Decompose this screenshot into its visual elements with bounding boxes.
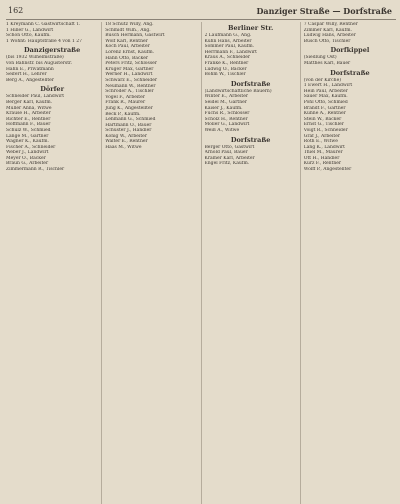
directory-entry: Neumann W., Rentner	[105, 83, 156, 89]
directory-entry: Braun G., Arbeiter	[6, 161, 49, 167]
street-heading: Dorfstraße	[330, 68, 370, 77]
directory-entry: Ott H., Händler	[303, 155, 340, 161]
directory-entry: Kurz F., Rentner	[303, 161, 342, 167]
page-number: 162	[8, 6, 24, 15]
directory-entry: Scholz H., Rentner	[204, 116, 248, 122]
directory-entry: Thiel M., Maurer	[303, 150, 343, 156]
directory-entry: Schuster J., Händler	[105, 128, 152, 134]
directory-entry: Lehmann G., Schmied	[105, 117, 156, 123]
directory-entry: Zimmermann R., Tischler	[6, 167, 65, 173]
directory-entry: Krämer Karl, Arbeiter	[204, 155, 255, 161]
directory-entry: Hahn Otto, Bäcker	[105, 55, 149, 61]
directory-entry: Weber J., Landwirt	[6, 150, 49, 156]
directory-entry: Möller G., Landwirt	[204, 122, 250, 128]
directory-entry: Wolf Karl, Rentner	[105, 38, 148, 44]
directory-column	[6, 22, 98, 504]
directory-entry: Stein W., Bäcker	[303, 116, 342, 122]
directory-entry: Müller Anna, Witwe	[6, 105, 52, 111]
street-heading: Dorfstraße	[230, 135, 271, 144]
directory-entry: Haas M., Witwe	[105, 145, 142, 151]
directory-entry: Richter E., Rentner	[6, 116, 51, 122]
directory-column	[300, 22, 396, 504]
directory-entry: Weiß A., Witwe	[204, 127, 240, 133]
directory-entry: Schröder A., Tischler	[105, 89, 154, 95]
directory-entry: Pohl Otto, Schmied	[303, 99, 348, 105]
directory-entry: Koch Paul, Arbeiter	[105, 44, 150, 50]
directory-entry: Sauer Max, Kaufm.	[303, 94, 348, 100]
directory-entry: Herrmann F., Landwirt	[204, 49, 257, 55]
directory-entry: Hein Paul, Arbeiter	[303, 88, 348, 94]
directory-column	[201, 22, 297, 504]
directory-columns	[6, 22, 396, 504]
directory-entry: Busch Hermann, Gastwirt	[105, 33, 165, 39]
directory-entry: Schön Otto, Kaufm.	[6, 33, 51, 39]
directory-entry: Kraus A., Schneider	[204, 55, 251, 61]
directory-entry: Walter E., Rentner	[105, 139, 148, 145]
directory-entry: Schmidt Wilh., Ang.	[105, 27, 151, 33]
directory-entry: Lange M., Gärtner	[6, 133, 49, 139]
directory-entry: König W., Arbeiter	[105, 133, 147, 139]
directory-entry: (bis 1932 Wilhelmstraße)	[6, 55, 64, 61]
directory-entry: 1 Kreymann C. Gastwirtschaft T.	[6, 22, 81, 27]
street-heading: Dorfstraße	[230, 79, 271, 88]
directory-entry: Kaiser J., Kaufm.	[204, 105, 243, 111]
directory-entry: Vogel F., Arbeiter	[105, 94, 145, 100]
directory-entry: Lang K., Landwirt	[303, 144, 345, 150]
directory-entry: Ernst G., Tischler	[303, 122, 344, 128]
directory-entry: Brandt F., Gärtner	[303, 105, 346, 111]
directory-entry: Seifert H., Lehrer	[6, 72, 47, 78]
directory-entry: Voigt R., Schneider	[303, 127, 348, 133]
directory-entry: Graf J., Arbeiter	[303, 133, 341, 139]
directory-entry: Kühne A., Rentner	[303, 111, 346, 117]
directory-entry: Berger Otto, Gastwirt	[204, 144, 255, 150]
directory-entry: Fuchs R., Schlosser	[204, 111, 250, 117]
directory-entry: Krause H., Arbeiter	[6, 111, 51, 117]
directory-entry: Arnold Paul, Bauer	[204, 150, 248, 156]
directory-entry: Sommer Paul, Kaufm.	[204, 44, 255, 50]
directory-entry: 2 Laufmann G., Ang.	[204, 33, 252, 38]
directory-entry: Kühn Hans, Arbeiter	[204, 38, 252, 44]
directory-entry: Beck P., Kaufm.	[105, 111, 141, 117]
directory-entry: 1 Wohnt: Hauptstraße 4 von 1 27	[6, 38, 83, 44]
directory-entry: Schwarz E., Schneider	[105, 77, 158, 83]
directory-entry: Berg A., Angestellter	[6, 77, 54, 83]
street-heading: Berliner Str.	[227, 24, 274, 32]
street-heading: Dörfer	[40, 85, 64, 94]
directory-entry: 1 Ewert H., Landwirt	[303, 83, 353, 89]
directory-entry: Werner H., Landwirt	[105, 72, 153, 78]
directory-entry: Frank R., Maurer	[105, 100, 146, 106]
directory-entry: 1 Hiller G., Landwirt	[6, 27, 54, 33]
directory-entry: Meyer O., Bäcker	[6, 155, 46, 161]
directory-entry: Zimmer Karl, Kaufm.	[303, 27, 352, 33]
directory-entry: Böhm W., Tischler	[204, 72, 246, 78]
directory-entry: Busch Otto, Tischler	[303, 38, 351, 44]
directory-column	[101, 22, 197, 504]
directory-entry: Berger Karl, Kaufm.	[6, 99, 53, 105]
directory-entry: (von der Kirche)	[303, 77, 342, 83]
directory-entry: Fischer A., Schneider	[6, 144, 56, 150]
directory-entry: 18 Schütz Willy, Ang.	[105, 22, 154, 27]
directory-entry: Peters Fritz, Schlosser	[105, 61, 157, 67]
directory-entry: Seidel M., Gärtner	[204, 99, 247, 105]
directory-entry: Matthes Karl, Bauer	[303, 60, 351, 66]
directory-entry: (Siedlung Ost)	[303, 55, 337, 61]
street-heading: Dorfkippel	[330, 46, 370, 55]
directory-entry: Ludwig Hans, Arbeiter	[303, 33, 356, 39]
page-header	[6, 5, 396, 20]
running-title: Danziger Straße — Dorfstraße	[256, 6, 392, 16]
directory-entry: 7 Caspar Willy, Rentner	[303, 22, 358, 27]
directory-entry: Engel Fritz, Kaufm.	[204, 161, 250, 167]
directory-entry: Schneider Paul, Landwirt	[6, 94, 65, 100]
directory-entry: Hahn E., Privatmann	[6, 66, 54, 72]
street-heading: Danzigerstraße	[24, 46, 81, 55]
directory-entry: Jung K., Angestellter	[105, 105, 153, 111]
directory-entry: Schulz W., Schmied	[6, 127, 51, 133]
directory-entry: Krüger Max, Gärtner	[105, 66, 154, 72]
directory-entry: Hoffmann F., Bauer	[6, 122, 51, 128]
directory-entry: Ludwig O., Bäcker	[204, 66, 247, 72]
directory-entry: Lorenz Ernst, Kaufm.	[105, 49, 155, 55]
directory-entry: Wolff P., Angestellter	[303, 167, 352, 173]
directory-entry: Wagner K., Kaufm.	[6, 139, 49, 145]
directory-entry: (Landwirtschaftliche Bauern)	[204, 88, 272, 94]
directory-entry: Franke K., Rentner	[204, 60, 249, 66]
directory-entry: Hartmann O., Bauer	[105, 122, 152, 128]
directory-entry: Winter E., Arbeiter	[204, 94, 249, 100]
directory-entry: Roth E., Witwe	[303, 139, 338, 145]
directory-entry: von Bahnstr. bis Augusterstr.	[6, 60, 73, 66]
